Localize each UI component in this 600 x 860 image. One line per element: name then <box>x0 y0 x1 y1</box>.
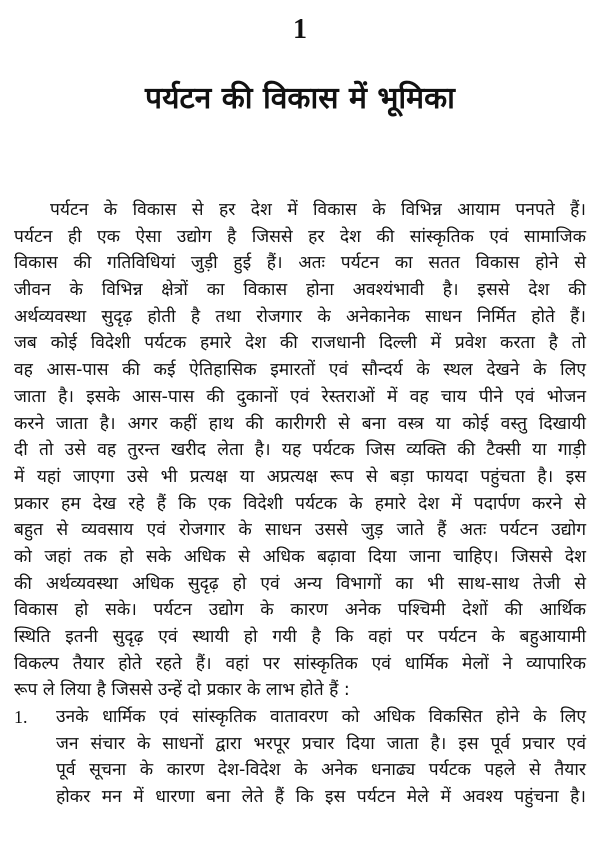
list-number: 1. <box>14 707 28 728</box>
chapter-title: पर्यटन की विकास में भूमिका <box>145 81 455 116</box>
list-line: जन संचार के साधनों द्वारा भरपूर प्रचार दिया जाता है। इस पूर्व प्रचार एवं <box>56 733 586 754</box>
paragraph <box>14 197 586 704</box>
numbered-list-item <box>14 704 586 811</box>
paragraph-line: पर्यटन के विकास से हर देश में विकास के विभिन्न आयाम पनपते हैं। <box>50 200 586 220</box>
paragraph-line: रूप ले लिया है जिससे उन्हें दो प्रकार के लाभ होते हैं : <box>14 680 350 701</box>
paragraph-line: जब कोई विदेशी पर्यटक हमारे देश की राजधानी दिल्ली में प्रवेश करता है तो <box>14 333 586 354</box>
paragraph-line: स्थिति इतनी सुदृढ़ एवं स्थायी हो गयी है कि वहां पर पर्यटन के बहुआयामी <box>14 627 586 647</box>
paragraph-line: विकास की गतिविधियां जुड़ी हुई हैं। अतः पर्यटन का सतत विकास होने से <box>14 253 586 274</box>
list-line: होकर मन में धारणा बना लेते हैं कि इस पर्यटन मेले में अवश्य पहुंचना है। <box>56 787 586 808</box>
paragraph-line: वह आस-पास की कई ऐतिहासिक इमारतों एवं सौन्दर्य के स्थल देखने के लिए <box>14 360 586 381</box>
paragraph-line: जीवन के विभिन्न क्षेत्रों का विकास होना अवश्यंभावी है। इससे देश की <box>14 280 586 301</box>
paragraph-line: प्रकार हम देख रहे हैं कि एक विदेशी पर्यटक के हमारे देश में पदार्पण करने से <box>14 493 586 514</box>
paragraph-line: में यहां जाएगा उसे भी प्रत्यक्ष या अप्रत्यक्ष रूप से बड़ा फायदा पहुंचता है। इस <box>14 466 586 487</box>
paragraph-line: को जहां तक हो सके अधिक से अधिक बढ़ावा दिया जाना चाहिए। जिससे देश <box>14 546 586 567</box>
paragraph-line: पर्यटन ही एक ऐसा उद्योग है जिससे हर देश की सांस्कृतिक एवं सामाजिक <box>14 226 586 247</box>
body-text <box>14 197 586 811</box>
list-item-text <box>56 704 586 811</box>
chapter-number: 1 <box>293 14 307 45</box>
list-line: पूर्व सूचना के कारण देश-विदेश के अनेक धनाढ्य पर्यटक पहले से तैयार <box>56 760 586 781</box>
paragraph-line: दी तो उसे वह तुरन्त खरीद लेता है। यह पर्यटक जिस व्यक्ति की टैक्सी या गाड़ी <box>14 440 586 461</box>
paragraph-line: विकास हो सके। पर्यटन उद्योग के कारण अनेक पश्चिमी देशों की आर्थिक <box>14 600 586 621</box>
list-line: उनके धार्मिक एवं सांस्कृतिक वातावरण को अधिक विकसित होने के लिए <box>56 707 586 728</box>
paragraph-line: जाता है। इसके आस-पास की दुकानों एवं रेस्तराओं में वह चाय पीने एवं भोजन <box>14 386 586 407</box>
paragraph-line: करने जाता है। अगर कहीं हाथ की कारीगरी से बना वस्त्र या कोई वस्तु दिखायी <box>14 413 586 434</box>
paragraph-line: बहुत से व्यवसाय एवं रोजगार के साधन उससे जुड़ जाते हैं अतः पर्यटन उद्योग <box>14 520 586 541</box>
paragraph-line: विकल्प तैयार होते रहते हैं। वहां पर सांस्कृतिक एवं धार्मिक मेलों ने व्यापारिक <box>14 653 586 674</box>
paragraph-line: अर्थव्यवस्था सुदृढ़ होती है तथा रोजगार के अनेकानेक साधन निर्मित होते हैं। <box>14 306 586 327</box>
paragraph-line: की अर्थव्यवस्था अधिक सुदृढ़ हो एवं अन्य विभागों का भी साथ-साथ तेजी से <box>14 573 586 594</box>
